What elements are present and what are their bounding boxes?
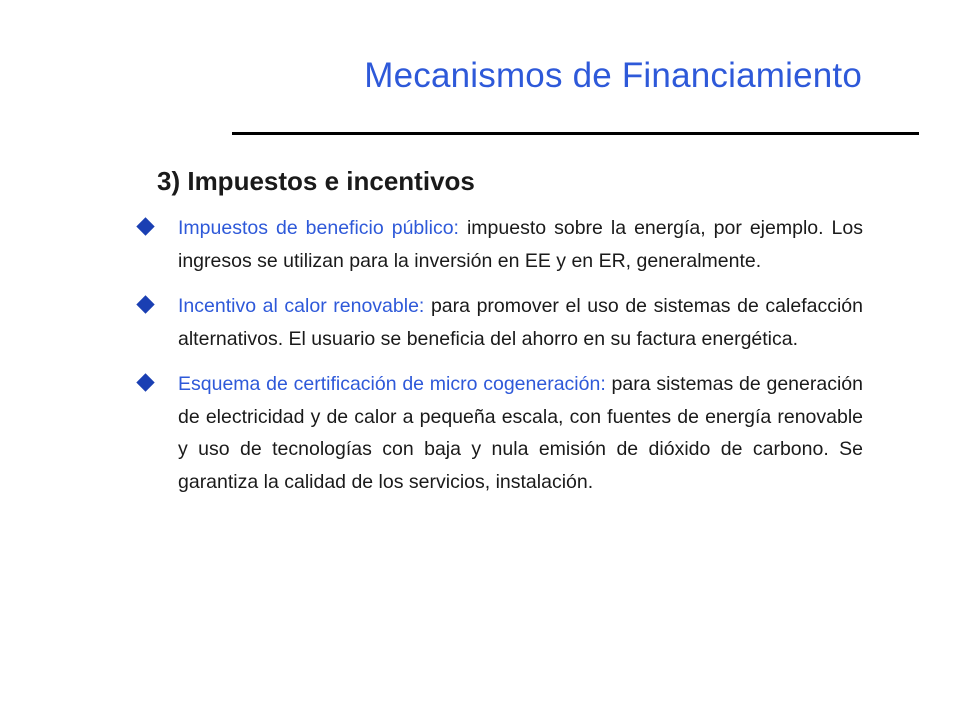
diamond-bullet-icon xyxy=(130,290,178,318)
bullet-text xyxy=(178,290,863,355)
diamond-bullet-icon xyxy=(130,368,178,396)
section-heading: 3) Impuestos e incentivos xyxy=(157,166,475,196)
list-item xyxy=(130,290,863,355)
diamond-bullet-icon xyxy=(130,212,178,240)
list-item xyxy=(130,368,863,498)
bullet-label: Esquema de certificación de micro cogeneración: xyxy=(178,373,606,395)
slide-title: Mecanismos de Financiamiento xyxy=(364,56,862,95)
bullet-text xyxy=(178,212,863,277)
title-underline xyxy=(232,132,919,135)
list-item xyxy=(130,212,863,277)
bullet-label: Impuestos de beneficio público: xyxy=(178,217,459,239)
bullet-body: impuesto sobre la energía, por ejemplo. Los ingresos se utilizan para la inversión en EE y en ER, generalmente. xyxy=(178,217,863,272)
bullet-text xyxy=(178,368,863,498)
bullet-body: para promover el uso de sistemas de calefacción alternativos. El usuario se beneficia del ahorro en su factura energética. xyxy=(178,295,863,350)
bullet-body: para sistemas de generación de electricidad y de calor a pequeña escala, con fuentes de energía renovable y uso de tecnologías con baja y nula emisión de dióxido de carbono. Se garantiza la calidad de los servicios, instalación. xyxy=(178,373,863,493)
bullet-label: Incentivo al calor renovable: xyxy=(178,295,425,317)
bullet-list xyxy=(130,212,863,511)
